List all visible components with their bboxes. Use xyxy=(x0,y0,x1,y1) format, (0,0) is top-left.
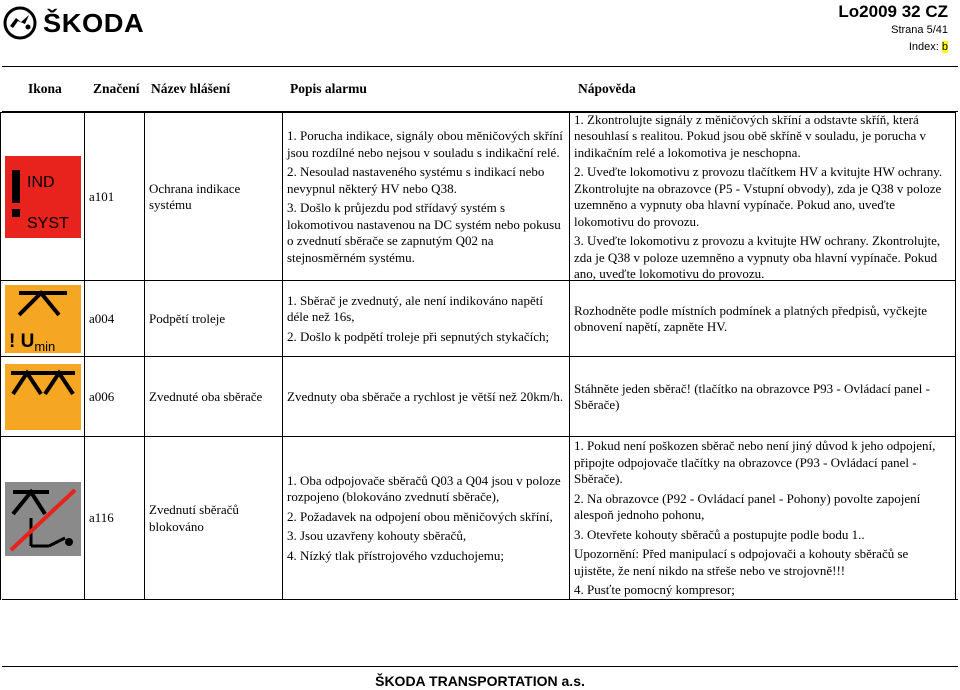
help-cell xyxy=(569,357,956,437)
help-cell xyxy=(569,113,956,281)
alarm-help xyxy=(570,381,955,414)
name-cell xyxy=(144,281,282,357)
brand-wordmark: ŠKODA xyxy=(43,7,145,38)
help-line: Stáhněte jeden sběrač! (tlačítko na obrazovce P93 - Ovládací panel - Sběrače) xyxy=(574,380,930,412)
help-line: 1. Pokud není poškozen sběrač nebo není jiný důvod k jeho odpojení, připojte odpojovače tlačítky na obrazovce (P93 - Ovládací panel - Sběrače). xyxy=(574,438,936,487)
skoda-emblem-icon xyxy=(3,6,37,40)
alarm-code: a004 xyxy=(89,310,115,326)
skoda-logo xyxy=(3,5,145,41)
description-line: 2. Požadavek na odpojení obou měničových skříní, xyxy=(287,508,553,524)
description-line: 1. Sběrač je zvednutý, ale není indikováno napětí déle než 16s, xyxy=(287,292,543,325)
help-cell xyxy=(569,281,956,357)
name-cell xyxy=(144,437,282,600)
ind-syst-icon xyxy=(5,156,81,238)
table-row xyxy=(0,356,956,437)
description-cell xyxy=(282,113,569,281)
help-line: Rozhodněte podle místních podmínek a platných předpisů, vyčkejte obnovení napětí, zapněte HV. xyxy=(574,302,928,334)
alarm-description xyxy=(283,473,569,565)
code-cell xyxy=(84,437,144,600)
name-cell xyxy=(144,113,282,281)
alarm-description xyxy=(283,128,569,266)
description-line: 3. Došlo k průjezdu pod střídavý systém s lokomotivou nastavenou na DC systém nebo pokusu o zvednutí sběrače se zapnutým Q02 na stejnosměrném systému. xyxy=(287,200,561,265)
description-cell xyxy=(282,357,569,437)
description-line: 2. Došlo k podpětí troleje při sepnutých stykačích; xyxy=(287,328,550,344)
alarm-description xyxy=(283,389,567,406)
header-rule xyxy=(2,66,958,67)
icon-cell xyxy=(0,281,84,357)
alarm-description xyxy=(283,293,569,346)
icon-text-syst: SYST xyxy=(26,215,69,232)
code-cell xyxy=(84,357,144,437)
help-line: 3. Otevřete kohouty sběračů a postupujte podle bodu 1.. xyxy=(574,526,865,542)
icon-text-ind: IND xyxy=(26,174,55,191)
code-cell xyxy=(84,113,144,281)
index-label: Index: xyxy=(908,41,939,53)
column-header-description: Popis alarmu xyxy=(290,81,367,96)
alarm-help xyxy=(570,303,955,336)
icon-text-umin: ! $U_{min}$ xyxy=(8,331,55,353)
table-row xyxy=(0,436,956,600)
help-line: 3. Uveďte lokomotivu z provozu a kvitujte HW ochrany. Zkontrolujte, zda je Q38 v poloze uzemněno a vypnuty oba hlavní vypínače. Pokud ano, uveďte lokomotivu do provozu. xyxy=(574,233,941,281)
column-header-help: Nápověda xyxy=(578,81,636,96)
alarm-name: Podpětí troleje xyxy=(149,310,226,326)
help-line: Upozornění: Před manipulací s odpojovači a kohouty sběračů se ujistěte, že není nikdo na střeše nebo ve strojovně!!! xyxy=(574,546,909,578)
code-cell xyxy=(84,281,144,357)
description-cell xyxy=(282,437,569,600)
help-line: 2. Uveďte lokomotivu z provozu tlačítkem HV a kvitujte HW ochrany. Zkontrolujte na obrazovce (P5 - Vstupní obvody), zda je Q38 v poloze uzemněno a vypnuty oba hlavní vypínače. Pokud ano, uveďte lokomotivu do provozu. xyxy=(574,164,943,229)
description-line: 1. Oba odpojovače sběračů Q03 a Q04 jsou v poloze rozpojeno (blokováno zvednutí sběrače), xyxy=(287,472,561,505)
footer-company: ŠKODA TRANSPORTATION a.s. xyxy=(375,673,585,689)
pantograph-blocked-icon xyxy=(5,482,81,556)
two-pantographs-raised-icon xyxy=(5,364,81,430)
alarm-name: Zvednuté oba sběrače xyxy=(149,388,263,404)
table-row xyxy=(0,280,956,357)
description-line: 4. Nízký tlak přístrojového vzduchojemu; xyxy=(287,547,504,563)
alarm-help xyxy=(570,112,955,283)
help-line: 4. Pusťte pomocný kompresor; xyxy=(574,582,735,598)
help-cell xyxy=(569,437,956,600)
name-cell xyxy=(144,357,282,437)
table-row xyxy=(0,112,956,281)
column-header-icon: Ikona xyxy=(28,81,62,96)
column-header-code: Značení xyxy=(93,81,140,96)
description-line: Zvednuty oba sběrače a rychlost je větší než 20km/h. xyxy=(287,388,564,404)
icon-cell xyxy=(0,113,84,281)
index-line xyxy=(909,41,948,53)
alarm-name: Zvednutí sběračů blokováno xyxy=(149,502,239,534)
description-line: 3. Jsou uzavřeny kohouty sběračů, xyxy=(287,528,467,544)
description-cell xyxy=(282,281,569,357)
alarm-code: a116 xyxy=(89,510,114,526)
footer-rule xyxy=(2,666,958,667)
description-line: 2. Nesoulad nastaveného systému s indikací nebo nevypnul některý HV nebo Q38. xyxy=(287,164,545,196)
alarm-help xyxy=(570,438,955,599)
help-line: 1. Zkontrolujte signály z měničových skříní a odstavte skříň, která nesouhlasí s realitou. Pokud jsou obě skříně v souladu, je porucha v indikačním relé a lokomotiva je neschopna. xyxy=(574,111,927,160)
icon-cell xyxy=(0,357,84,437)
alarm-code: a101 xyxy=(89,188,115,204)
alarm-code: a006 xyxy=(89,388,115,404)
table-bottom-rule xyxy=(2,599,958,600)
description-line: 1. Porucha indikace, signály obou měničových skříní jsou rozdílné nebo nejsou v souladu s indikační relé. xyxy=(287,128,563,160)
document-id: Lo2009 32 CZ xyxy=(838,2,948,21)
icon-cell xyxy=(0,437,84,600)
alarm-name: Ochrana indikace systému xyxy=(149,180,241,212)
help-line: 2. Na obrazovce (P92 - Ovládací panel - Pohony) povolte zapojení alespoň jednoho pohonu, xyxy=(574,490,921,523)
column-header-name: Název hlášení xyxy=(151,81,231,96)
page-number: Strana 5/41 xyxy=(891,24,948,36)
pantograph-undervoltage-icon xyxy=(5,285,81,353)
index-value: b xyxy=(941,41,948,53)
